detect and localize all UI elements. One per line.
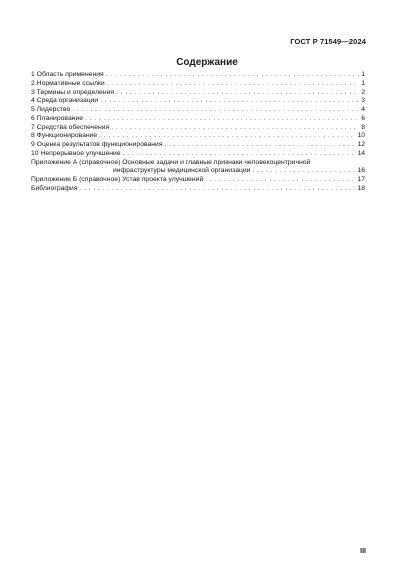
toc-item-label: 8 Функционирование xyxy=(31,132,98,140)
toc-item-page: 1 xyxy=(361,71,365,78)
toc-item-page: 16 xyxy=(357,167,365,175)
toc-leader-dots xyxy=(205,176,355,185)
toc-item-appendix-a-continued[interactable] xyxy=(31,167,365,176)
toc-item-context[interactable] xyxy=(31,97,365,106)
toc-leader-dots xyxy=(72,106,359,115)
toc-item-leadership[interactable] xyxy=(31,106,365,115)
toc-item-page: 3 xyxy=(361,97,365,105)
page-number: III xyxy=(360,548,366,555)
toc-item-terms[interactable] xyxy=(31,89,365,98)
toc-item-label: 3 Термины и определения xyxy=(31,88,115,96)
toc-leader-dots xyxy=(106,71,360,80)
toc-leader-dots xyxy=(80,185,356,194)
toc-item-label: 2 Нормативные ссылки xyxy=(31,79,105,87)
toc-item-improvement[interactable] xyxy=(31,150,365,159)
toc-item-page: 6 xyxy=(361,114,365,122)
toc-leader-dots xyxy=(252,167,355,176)
toc-item-page: 1 xyxy=(361,79,365,87)
toc-item-planning[interactable] xyxy=(31,115,365,124)
toc-title: Содержание xyxy=(176,57,238,68)
toc-item-operation[interactable] xyxy=(31,132,365,141)
toc-leader-dots xyxy=(99,132,355,141)
toc-item-label: Библиография xyxy=(31,184,78,192)
standard-code: ГОСТ Р 71549—2024 xyxy=(290,37,366,46)
toc-leader-dots xyxy=(116,89,359,98)
toc-item-scope[interactable] xyxy=(31,71,365,80)
toc-leader-dots xyxy=(123,150,356,159)
toc-leader-dots xyxy=(165,141,356,150)
toc-item-page: 8 xyxy=(361,123,365,131)
toc-item-label: 7 Средства обеспечения xyxy=(31,123,110,131)
toc-item-page: 14 xyxy=(357,149,365,157)
toc-item-appendix-a[interactable] xyxy=(31,159,365,168)
toc-item-label: Приложение Б (справочное) Устав проекта улучшений xyxy=(31,176,204,183)
toc-item-label: 10 Непрерывное улучшение xyxy=(31,149,121,157)
toc-leader-dots xyxy=(85,115,359,124)
toc-item-label: 9 Оценка результатов функционирования xyxy=(31,141,163,148)
toc-item-page: 12 xyxy=(357,141,365,148)
toc-leader-dots xyxy=(107,80,360,89)
toc-item-normative-refs[interactable] xyxy=(31,80,365,89)
toc-item-bibliography[interactable] xyxy=(31,185,365,194)
table-of-contents xyxy=(31,71,365,194)
toc-item-page: 4 xyxy=(361,106,365,113)
toc-item-page: 2 xyxy=(361,88,365,96)
toc-item-label-continued: инфраструктуры медицинской организации xyxy=(113,167,251,175)
toc-leader-dots xyxy=(100,97,359,106)
toc-leader-dots xyxy=(111,124,359,133)
toc-item-label: 5 Лидерство xyxy=(31,106,71,113)
toc-item-page: 17 xyxy=(357,176,365,183)
toc-item-support[interactable] xyxy=(31,124,365,133)
toc-item-label: Приложение А (справочное) Основные задачи и главные признаки человекоцентричной xyxy=(31,158,311,166)
toc-item-evaluation[interactable] xyxy=(31,141,365,150)
toc-item-page: 18 xyxy=(357,184,365,192)
toc-item-label: 6 Планирование xyxy=(31,114,84,122)
toc-item-appendix-b[interactable] xyxy=(31,176,365,185)
toc-item-page: 10 xyxy=(357,132,365,140)
toc-item-label: 1 Область применения xyxy=(31,71,104,78)
toc-item-label: 4 Среда организации xyxy=(31,97,99,105)
